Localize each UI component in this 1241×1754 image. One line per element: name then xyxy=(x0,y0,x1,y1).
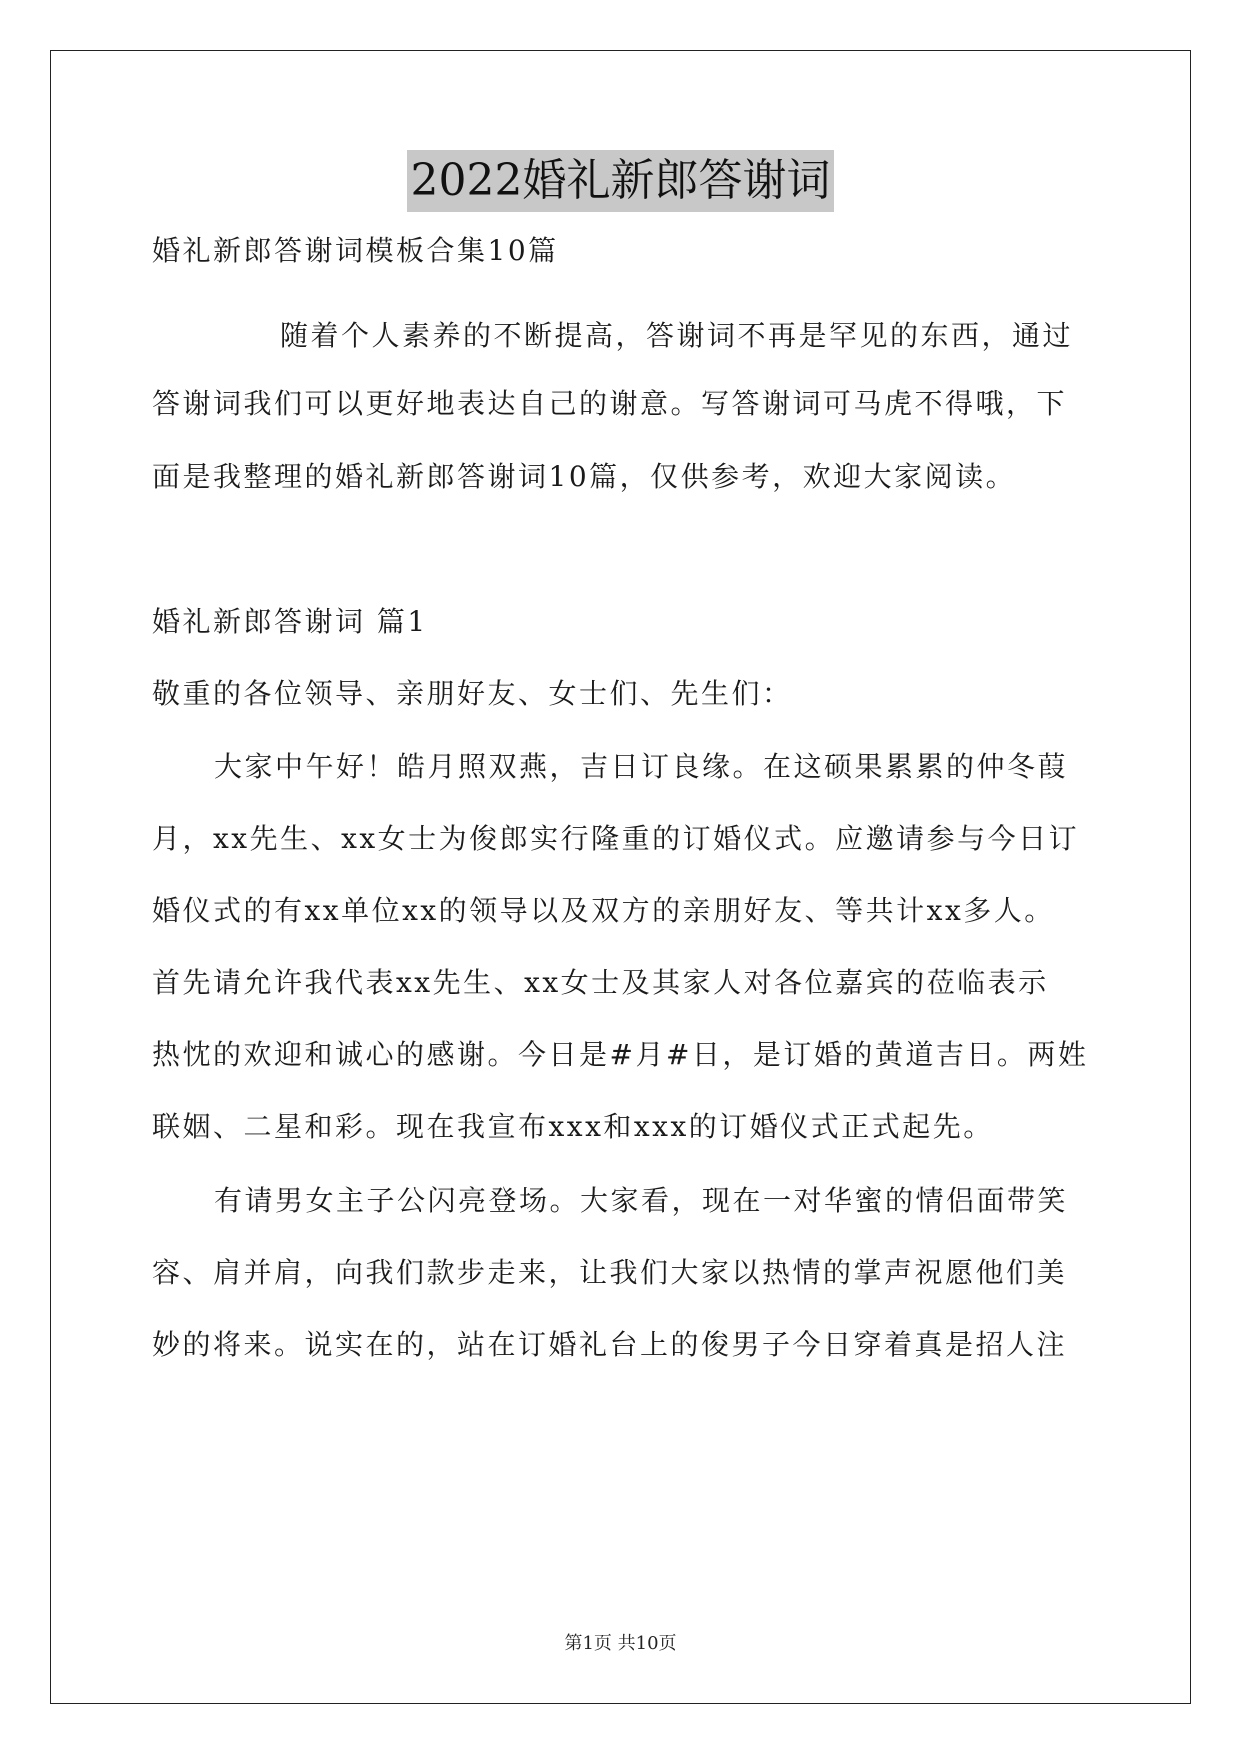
paragraph-line: 有请男女主子公闪亮登场。大家看，现在一对华蜜的情侣面带笑 xyxy=(214,1184,1069,1217)
intro-line: 面是我整理的婚礼新郎答谢词10篇，仅供参考，欢迎大家阅读。 xyxy=(152,460,1017,493)
paragraph-line: 热忱的欢迎和诚心的感谢。今日是#月#日，是订婚的黄道吉日。两姓 xyxy=(152,1038,1089,1071)
document-subtitle: 婚礼新郎答谢词模板合集10篇 xyxy=(152,234,559,267)
intro-line: 答谢词我们可以更好地表达自己的谢意。写答谢词可马虎不得哦，下 xyxy=(152,387,1068,420)
paragraph-line: 联姻、二星和彩。现在我宣布xxx和xxx的订婚仪式正式起先。 xyxy=(152,1110,994,1143)
document-title: 2022婚礼新郎答谢词 xyxy=(407,150,835,212)
paragraph-line: 容、肩并肩，向我们款步走来，让我们大家以热情的掌声祝愿他们美 xyxy=(152,1256,1068,1289)
page-border xyxy=(50,50,1191,1704)
salutation: 敬重的各位领导、亲朋好友、女士们、先生们： xyxy=(152,677,793,710)
title-container xyxy=(0,150,1241,212)
page-footer: 第1页 共10页 xyxy=(564,1633,677,1654)
paragraph-line: 妙的将来。说实在的，站在订婚礼台上的俊男子今日穿着真是招人注 xyxy=(152,1328,1068,1361)
paragraph-line: 大家中午好！皓月照双燕，吉日订良缘。在这硕果累累的仲冬葭 xyxy=(214,750,1069,783)
intro-line: 随着个人素养的不断提高，答谢词不再是罕见的东西，通过 xyxy=(280,319,1074,352)
paragraph-line: 首先请允许我代表xx先生、xx女士及其家人对各位嘉宾的莅临表示 xyxy=(152,966,1049,999)
paragraph-line: 婚仪式的有xx单位xx的领导以及双方的亲朋好友、等共计xx多人。 xyxy=(152,894,1055,927)
paragraph-line: 月，xx先生、xx女士为俊郎实行隆重的订婚仪式。应邀请参与今日订 xyxy=(152,822,1080,855)
section-heading: 婚礼新郎答谢词 篇1 xyxy=(152,605,428,638)
